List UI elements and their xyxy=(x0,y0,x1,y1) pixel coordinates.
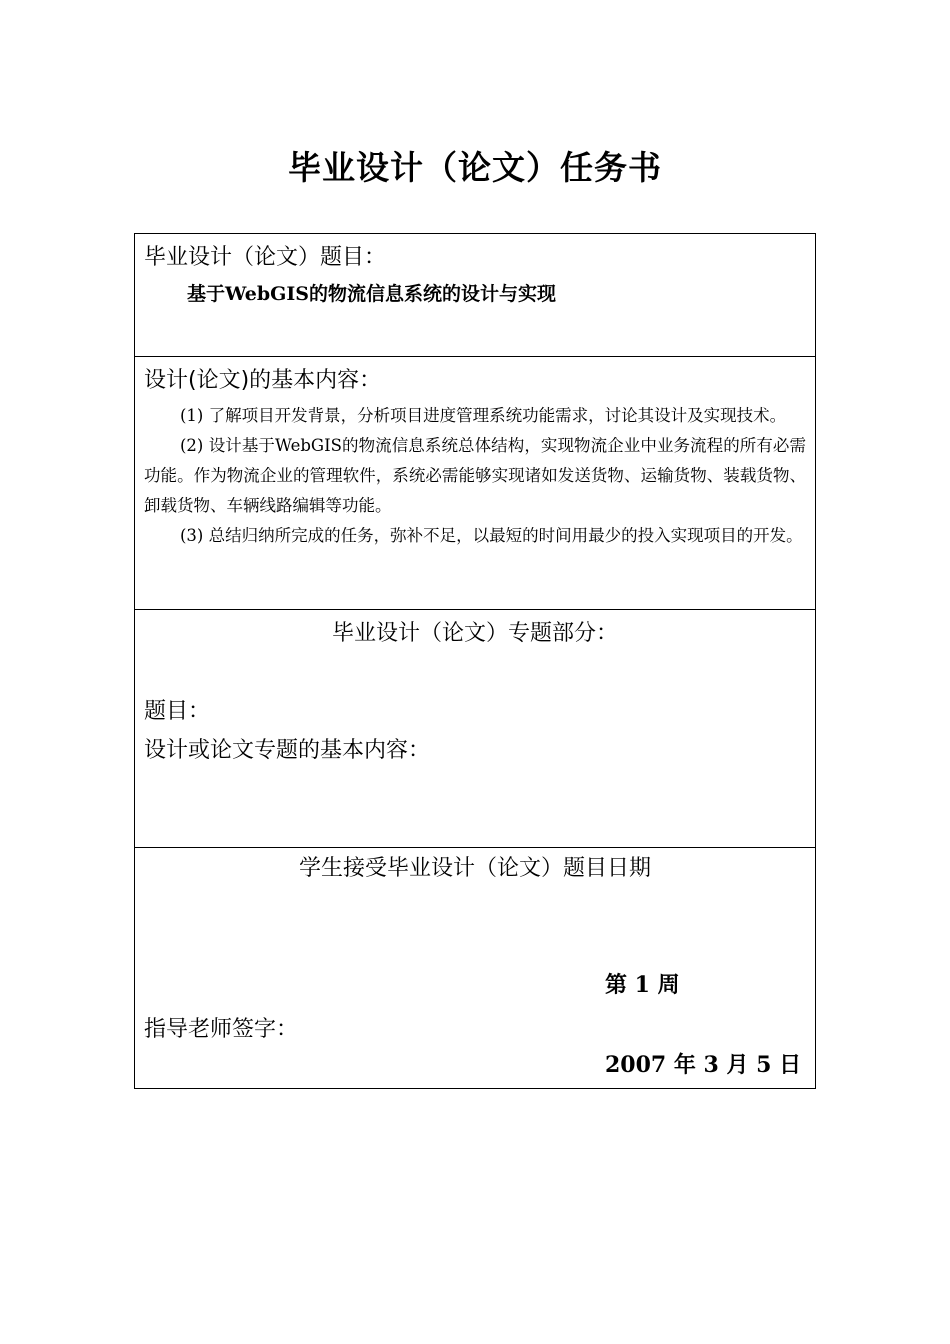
advisor-signature-label: 指导老师签字： xyxy=(144,1017,299,1042)
topic-text: 基于WebGIS的物流信息系统的设计与实现 xyxy=(187,283,556,305)
special-heading: 毕业设计（论文）专题部分： xyxy=(331,621,618,646)
special-section xyxy=(135,610,815,848)
content-item: (3) 总结归纳所完成的任务，弥补不足，以最短的时间用最少的投入实现项目的开发。 xyxy=(180,526,803,545)
content-item: (2) 设计基于WebGIS的物流信息系统总体结构，实现物流企业中业务流程的所有必需功能。作为物流企业的管理软件，系统必需能够实现诸如发送货物、运输货物、装载货物、卸载货物、车辆线路编辑等功能。 xyxy=(144,436,806,515)
task-form xyxy=(134,233,816,1089)
special-topic-label: 题目： xyxy=(144,699,211,724)
content-item: (1) 了解项目开发背景，分析项目进度管理系统功能需求，讨论其设计及实现技术。 xyxy=(180,406,787,425)
topic-heading: 毕业设计（论文）题目： xyxy=(144,245,387,270)
content-body xyxy=(144,401,806,551)
content-heading: 设计(论文)的基本内容： xyxy=(144,368,382,393)
date-heading: 学生接受毕业设计（论文）题目日期 xyxy=(298,856,651,881)
content-section xyxy=(135,357,815,610)
special-content-label: 设计或论文专题的基本内容： xyxy=(144,738,431,763)
date-section xyxy=(135,848,815,1090)
week-number: 第 1 周 xyxy=(605,972,680,998)
document-title: 毕业设计（论文）任务书 xyxy=(288,148,662,187)
assignment-date: 2007 年 3 月 5 日 xyxy=(605,1052,802,1078)
topic-section xyxy=(135,234,815,357)
